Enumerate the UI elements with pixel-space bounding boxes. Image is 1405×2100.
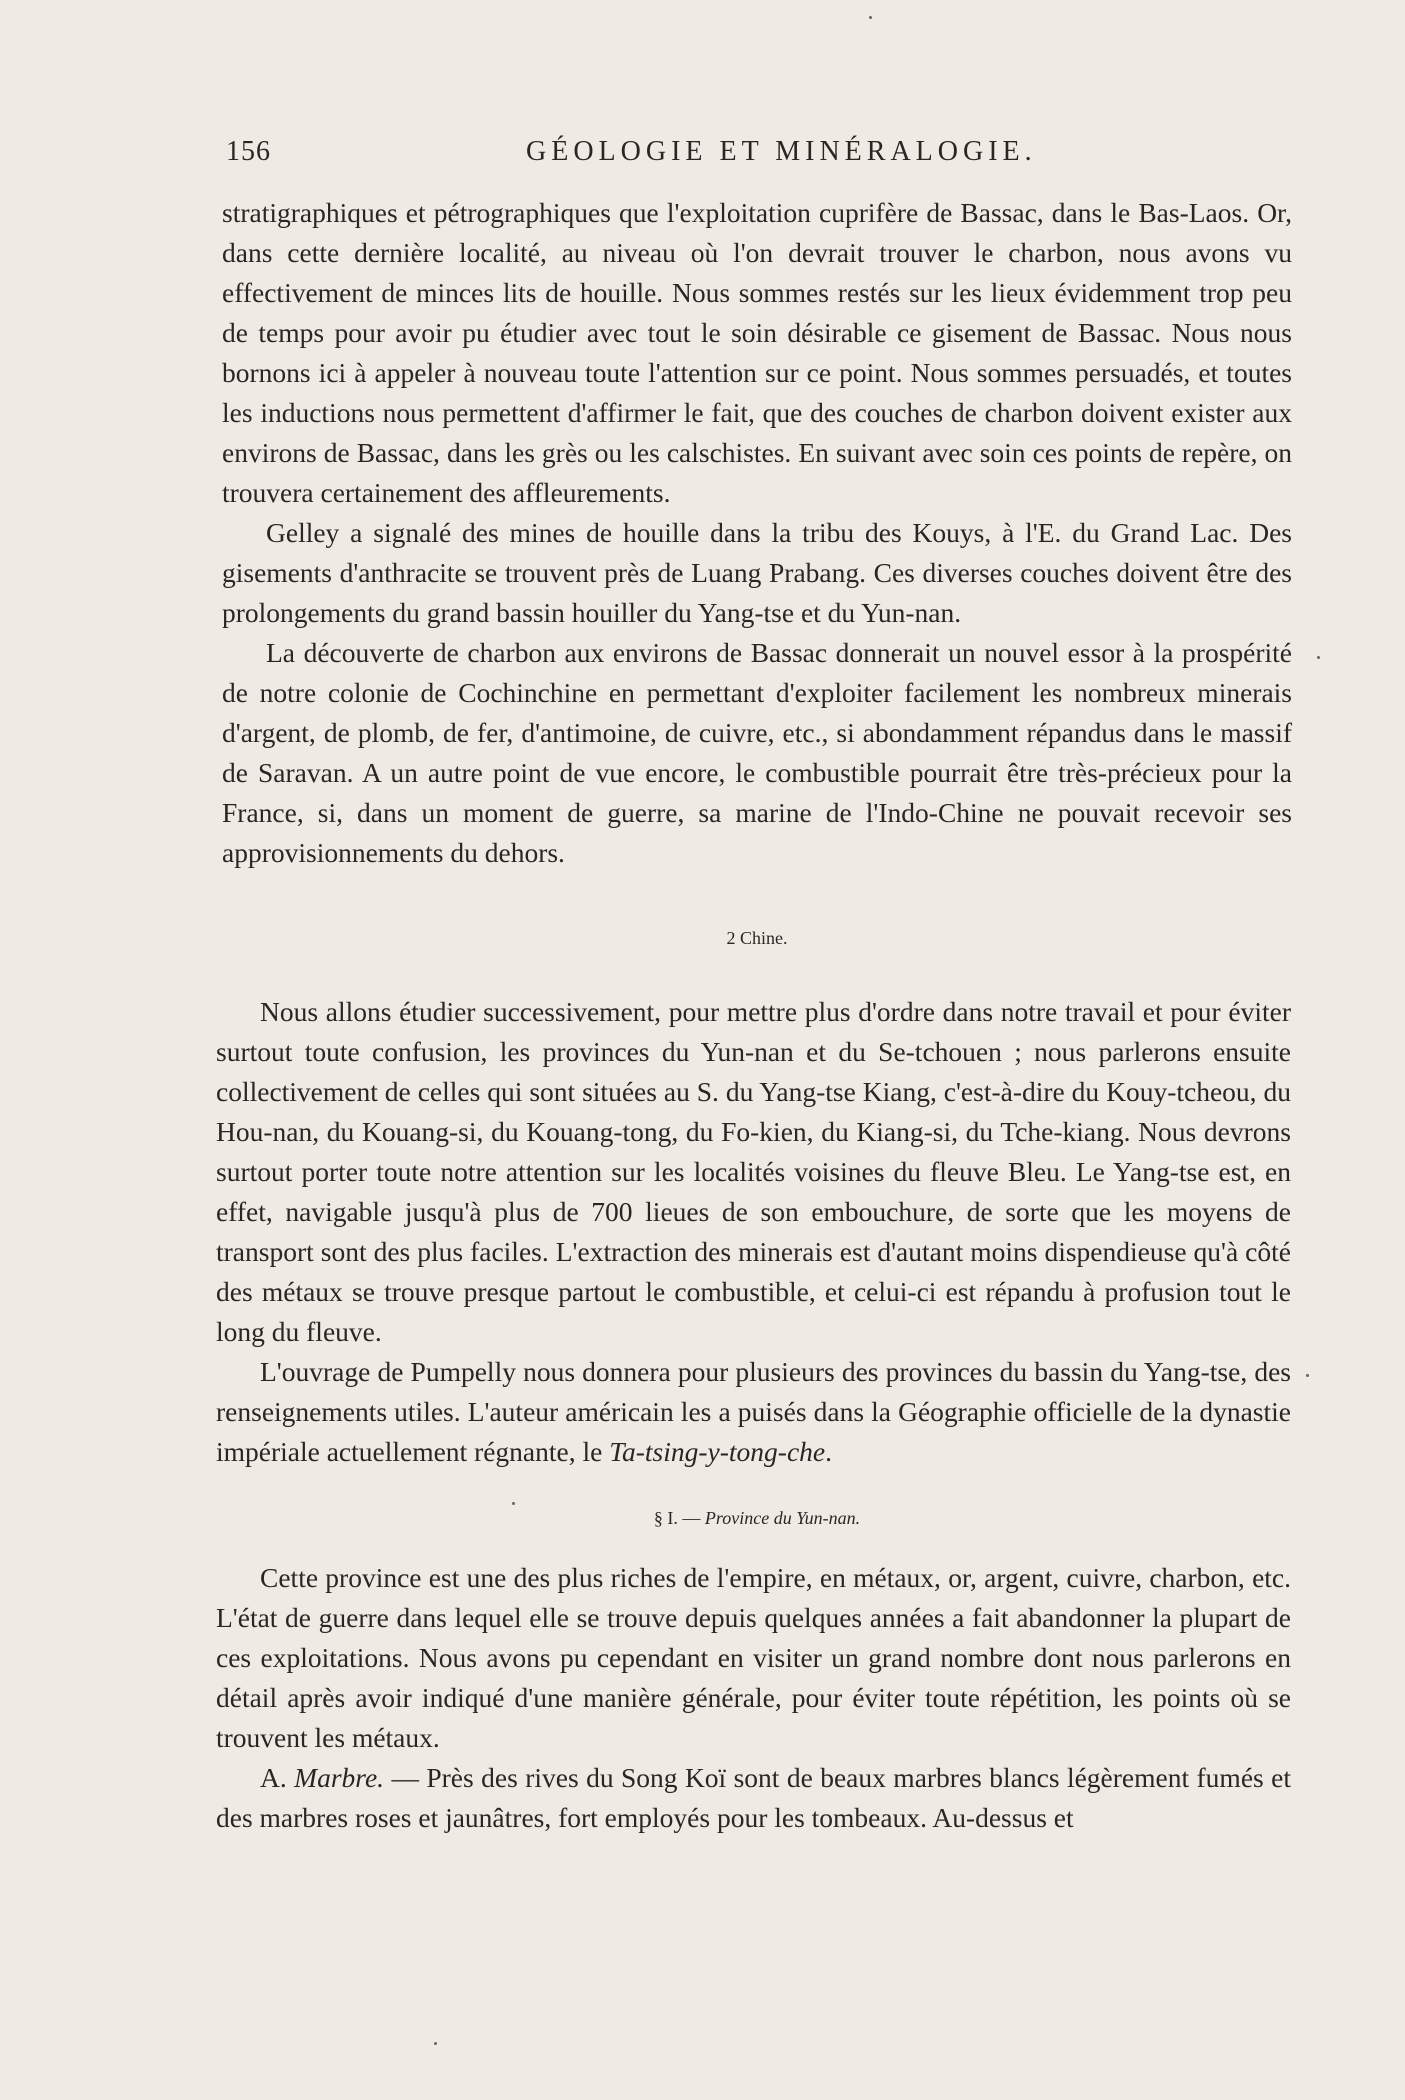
section-heading-chine: 2 Chine. <box>726 928 788 948</box>
paragraph-bassac: stratigraphiques et pétrographiques que l'exploitation cuprifère de Bassac, dans le Bas-Laos. Or, dans cette dernière localité, au niveau où l'on devrait trouver le charbon, nous avons vu effectivement de minces lits de houille. Nous sommes restés sur les lieux évidemment trop peu de temps pour avoir pu étudier avec tout le soin désirable ce gisement de Bassac. Nous nous bornons ici à appeler à nouveau toute l'attention sur ce point. Nous sommes persuadés, et toutes les inductions nous permettent d'affirmer le fait, que des couches de charbon doivent exister aux environs de Bassac, dans les grès ou les calschistes. En suivant avec soin ces points de repère, on trouvera certainement des affleurements. <box>222 197 1292 508</box>
page-number: 156 <box>226 136 271 167</box>
page-header <box>226 136 1296 176</box>
paper-speck <box>434 2042 437 2045</box>
pumpelly-text: L'ouvrage de Pumpelly nous donnera pour plusieurs des provinces du bassin du Yang-tse, des renseignements utiles. L'auteur américain les a puisés dans la Géographie officielle de la dynastie impériale actuellement régnante, le <box>216 1356 1291 1467</box>
marbre-title: Marbre. <box>294 1762 385 1793</box>
marbre-text: — Près des rives du Song Koï sont de beaux marbres blancs légèrement fumés et des marbres roses et jaunâtres, fort employés pour les tombeaux. Au-dessus et <box>216 1762 1291 1833</box>
paragraph-pumpelly <box>216 1352 1291 1472</box>
china-text <box>216 992 1291 1472</box>
paper-speck <box>512 1502 515 1505</box>
intro-text <box>222 193 1292 873</box>
paragraph-decouverte: La découverte de charbon aux environs de Bassac donnerait un nouvel essor à la prospérité de notre colonie de Cochinchine en permettant d'exploiter facilement les nombreux minerais d'argent, de plomb, de fer, d'antimoine, de cuivre, etc., si abondamment répandus dans le massif de Saravan. A un autre point de vue encore, le combustible pourrait être très-précieux pour la France, si, dans un moment de guerre, sa marine de l'Indo-Chine ne pouvait recevoir ses approvisionnements du dehors. <box>222 637 1292 868</box>
paragraph-gelley: Gelley a signalé des mines de houille dans la tribu des Kouys, à l'E. du Grand Lac. Des gisements d'anthracite se trouvent près de Luang Prabang. Ces diverses couches doivent être des prolongements du grand bassin houiller du Yang-tse et du Yun-nan. <box>222 517 1292 628</box>
section-heading-prefix: § I. — <box>653 1508 705 1528</box>
paper-speck <box>1317 656 1320 659</box>
pumpelly-book-title: Ta-tsing-y-tong-che <box>609 1436 826 1467</box>
section-heading-title: Province du Yun-nan. <box>704 1508 861 1528</box>
marbre-label: A. <box>260 1762 295 1793</box>
section-heading-yunnan <box>222 1508 1292 1529</box>
paragraph-province: Cette province est une des plus riches de l'empire, en métaux, or, argent, cuivre, charbon, etc. L'état de guerre dans lequel elle se trouve depuis quelques années a fait abandonner la plupart de ces exploitations. Nous avons pu cependant en visiter un grand nombre dont nous parlerons en détail après avoir indiqué d'une manière générale, pour éviter toute répétition, les points où se trouvent les métaux. <box>216 1562 1291 1753</box>
paper-speck <box>869 16 872 19</box>
running-title: GÉOLOGIE ET MINÉRALOGIE. <box>526 136 1037 167</box>
pumpelly-end: . <box>825 1436 832 1467</box>
yunnan-text <box>216 1558 1291 1838</box>
paragraph-marbre <box>216 1758 1291 1838</box>
paper-speck <box>1306 1374 1309 1377</box>
paragraph-provinces: Nous allons étudier successivement, pour mettre plus d'ordre dans notre travail et pour éviter surtout toute confusion, les provinces du Yun-nan et du Se-tchouen ; nous parlerons ensuite collectivement de celles qui sont situées au S. du Yang-tse Kiang, c'est-à-dire du Kouy-tcheou, du Hou-nan, du Kouang-si, du Kouang-tong, du Fo-kien, du Kiang-si, du Tche-kiang. Nous devrons surtout porter toute notre attention sur les localités voisines du fleuve Bleu. Le Yang-tse est, en effet, navigable jusqu'à plus de 700 lieues de son embouchure, de sorte que les moyens de transport sont des plus faciles. L'extraction des minerais est d'autant moins dispendieuse qu'à côté des métaux se trouve presque partout le combustible, et celui-ci est répandu à profusion tout le long du fleuve. <box>216 996 1291 1347</box>
